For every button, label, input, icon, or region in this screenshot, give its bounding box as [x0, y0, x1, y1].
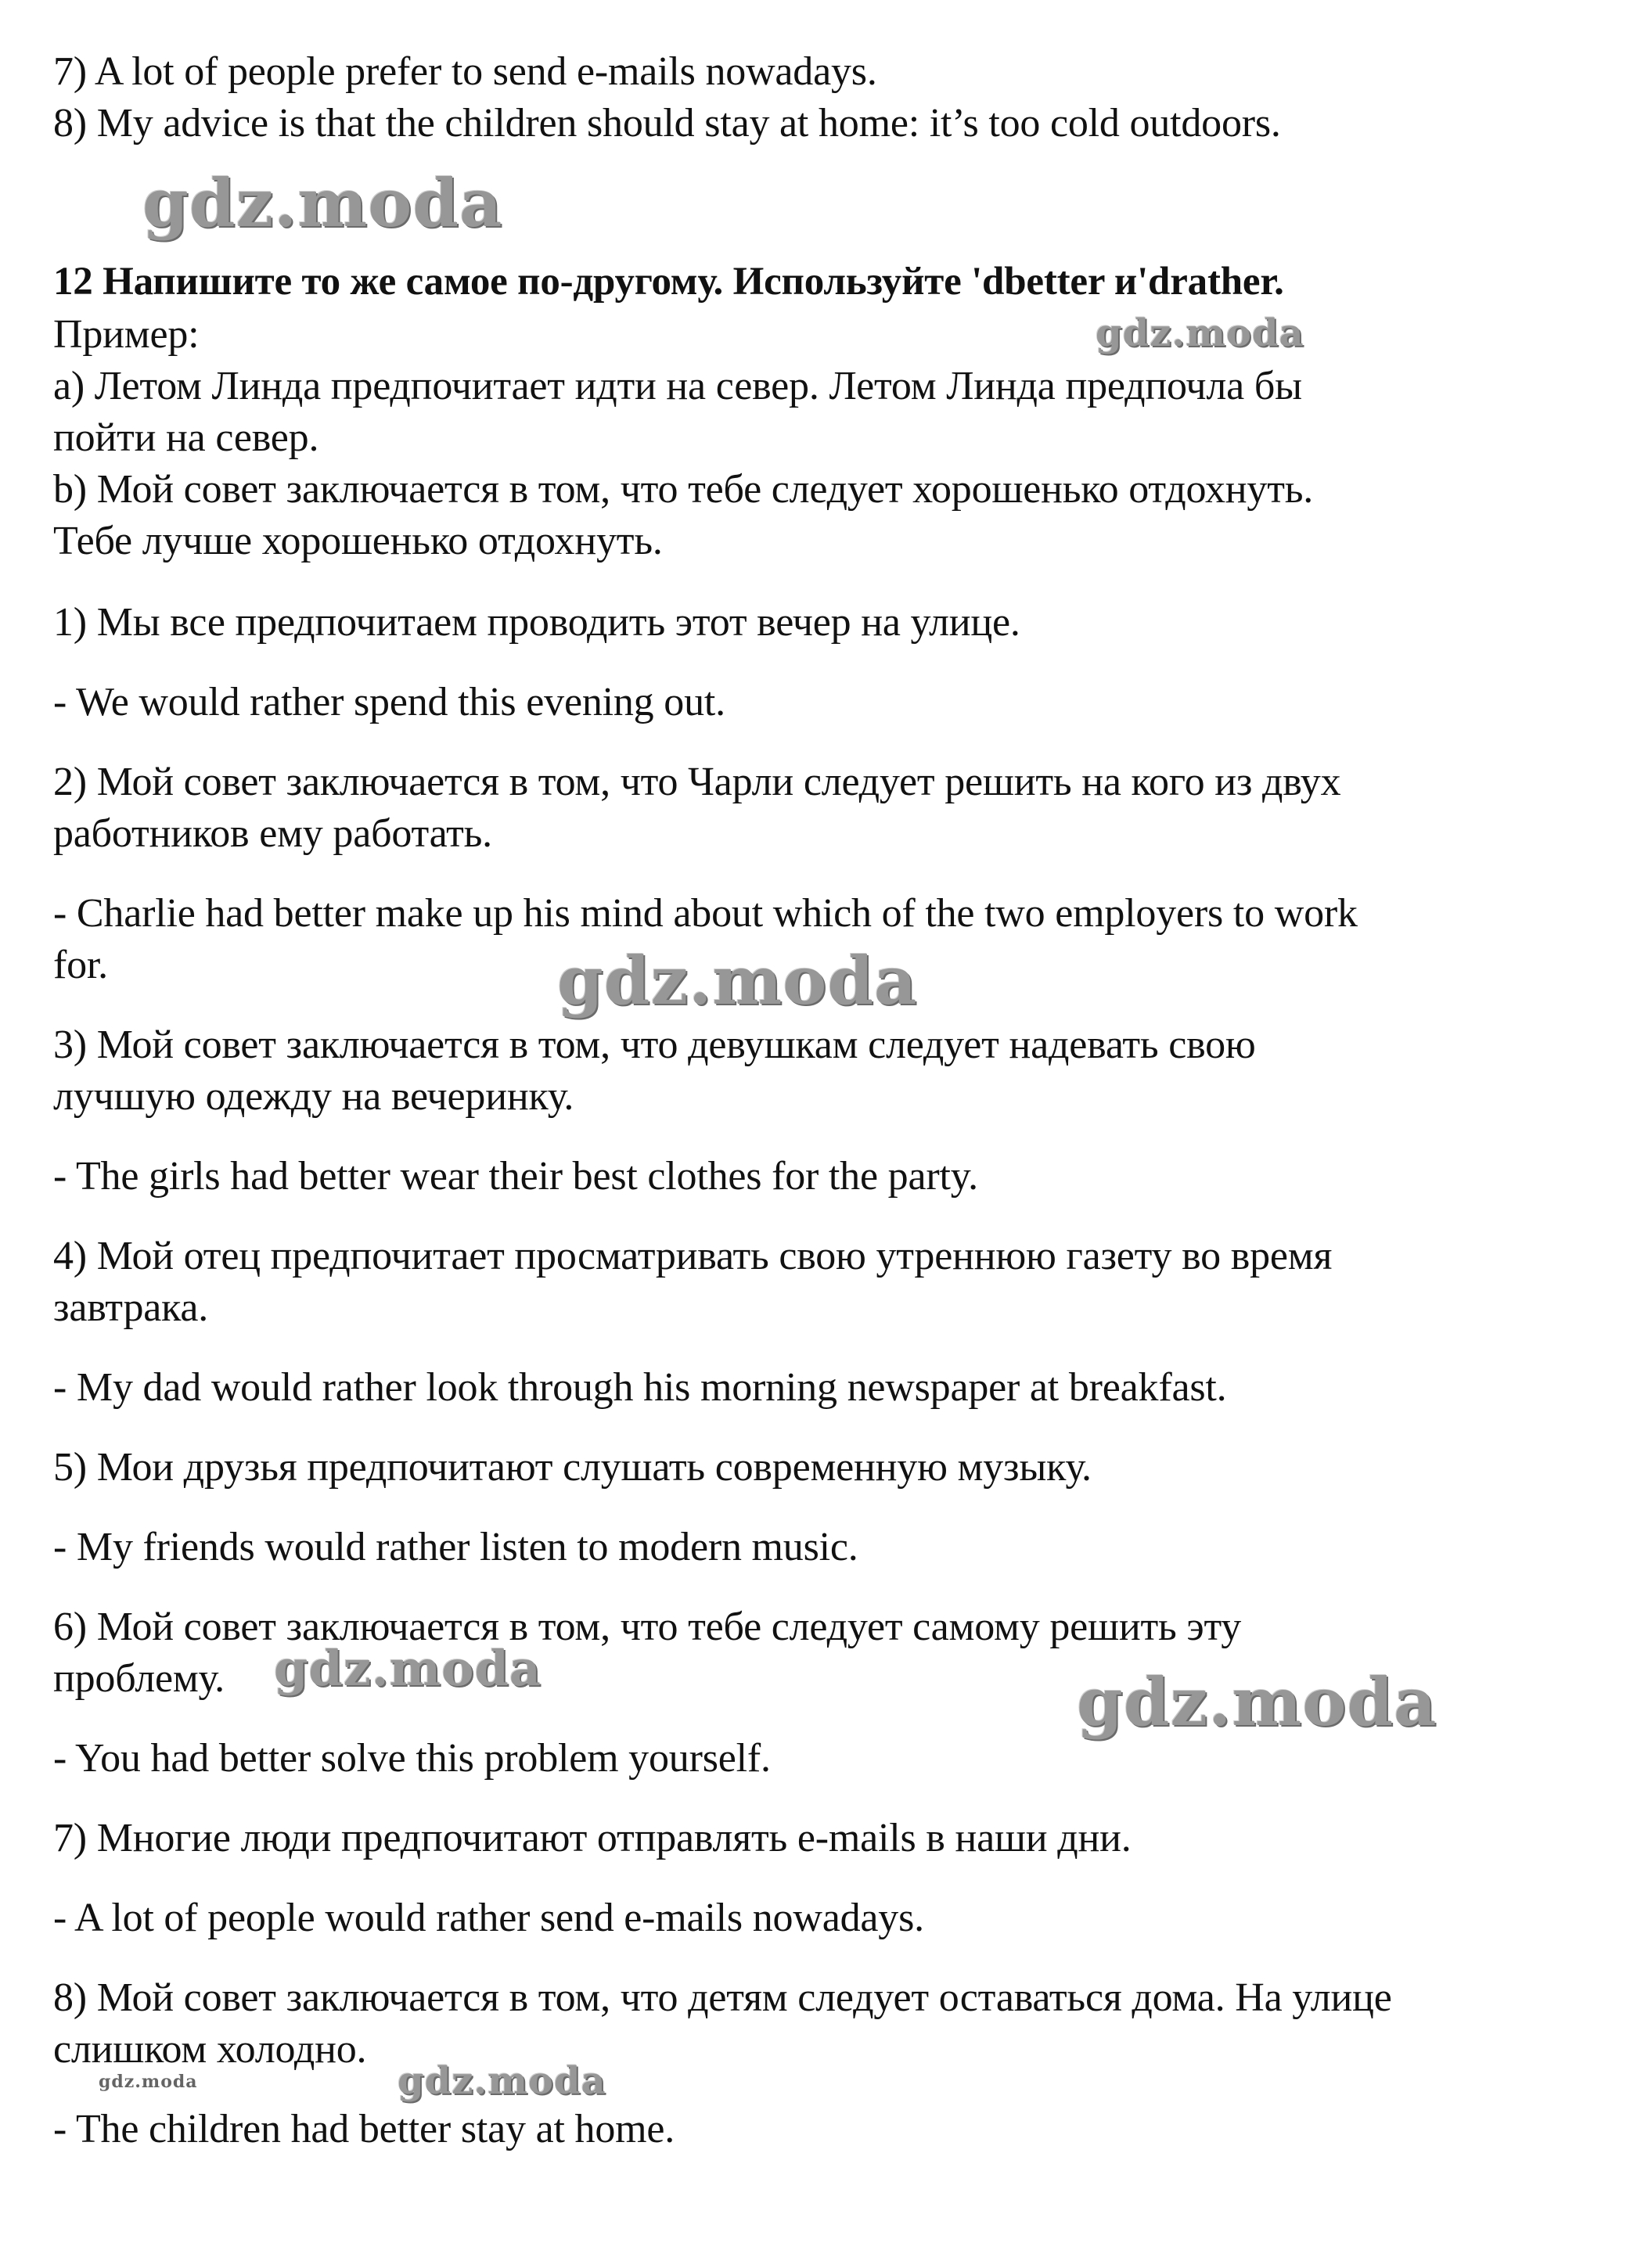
example-a-line2: пойти на север.	[53, 415, 319, 460]
task-8-line2: слишком холодно.	[53, 2027, 367, 2072]
exercise-heading: 12 Напишите то же самое по-другому. Используйте 'dbetter и'drather.	[53, 260, 1284, 304]
task-4-line2: завтрака.	[53, 1285, 209, 1330]
task-3-line2: лучшую одежду на вечеринку.	[53, 1074, 574, 1119]
task-5: 5) Мои друзья предпочитают слушать современную музыку.	[53, 1445, 1092, 1490]
task-2-line2: работников ему работать.	[53, 811, 492, 856]
watermark-logo: gdz.moda	[557, 942, 918, 1019]
answer-6: - You had better solve this problem yourself.	[53, 1736, 771, 1781]
watermark-logo: gdz.moda	[1096, 311, 1304, 355]
answer-8: - The children had better stay at home.	[53, 2107, 675, 2151]
answer-3: - The girls had better wear their best clothes for the party.	[53, 1154, 978, 1199]
answer-1: - We would rather spend this evening out.	[53, 680, 725, 724]
answer-4: - My dad would rather look through his morning newspaper at breakfast.	[53, 1365, 1227, 1410]
task-4-line1: 4) Мой отец предпочитает просматривать свою утреннюю газету во время	[53, 1234, 1333, 1278]
task-7: 7) Многие люди предпочитают отправлять e-mails в наши дни.	[53, 1816, 1132, 1860]
example-b-line1: b) Мой совет заключается в том, что тебе следует хорошенько отдохнуть.	[53, 467, 1314, 512]
task-6-line2: проблему.	[53, 1656, 225, 1701]
watermark-logo: gdz.moda	[274, 1640, 542, 1697]
watermark-logo: gdz.moda	[99, 2072, 198, 2092]
watermark-logo: gdz.moda	[398, 2059, 606, 2103]
answer-2-line2: for.	[53, 943, 108, 987]
answer-7: - A lot of people would rather send e-mails nowadays.	[53, 1896, 924, 1940]
example-label: Пример:	[53, 312, 200, 357]
watermark-logo: gdz.moda	[142, 164, 503, 242]
task-1: 1) Мы все предпочитаем проводить этот вечер на улице.	[53, 600, 1020, 645]
watermark-logo: gdz.moda	[1077, 1663, 1437, 1741]
task-3-line1: 3) Мой совет заключается в том, что девушкам следует надевать свою	[53, 1023, 1256, 1067]
answer-5: - My friends would rather listen to modern music.	[53, 1525, 858, 1569]
example-b-line2: Тебе лучше хорошенько отдохнуть.	[53, 519, 663, 563]
example-a-line1: a) Летом Линда предпочитает идти на север. Летом Линда предпочла бы	[53, 364, 1302, 408]
task-2-line1: 2) Мой совет заключается в том, что Чарли следует решить на кого из двух	[53, 760, 1341, 804]
answer-2-line1: - Charlie had better make up his mind about which of the two employers to work	[53, 891, 1358, 936]
answer-line-8-prev: 8) My advice is that the children should stay at home: it’s too cold outdoors.	[53, 101, 1281, 146]
task-6-line1: 6) Мой совет заключается в том, что тебе следует самому решить эту	[53, 1605, 1242, 1649]
task-8-line1: 8) Мой совет заключается в том, что детям следует оставаться дома. На улице	[53, 1975, 1392, 2020]
answer-line-7-prev: 7) A lot of people prefer to send e-mails nowadays.	[53, 49, 877, 94]
